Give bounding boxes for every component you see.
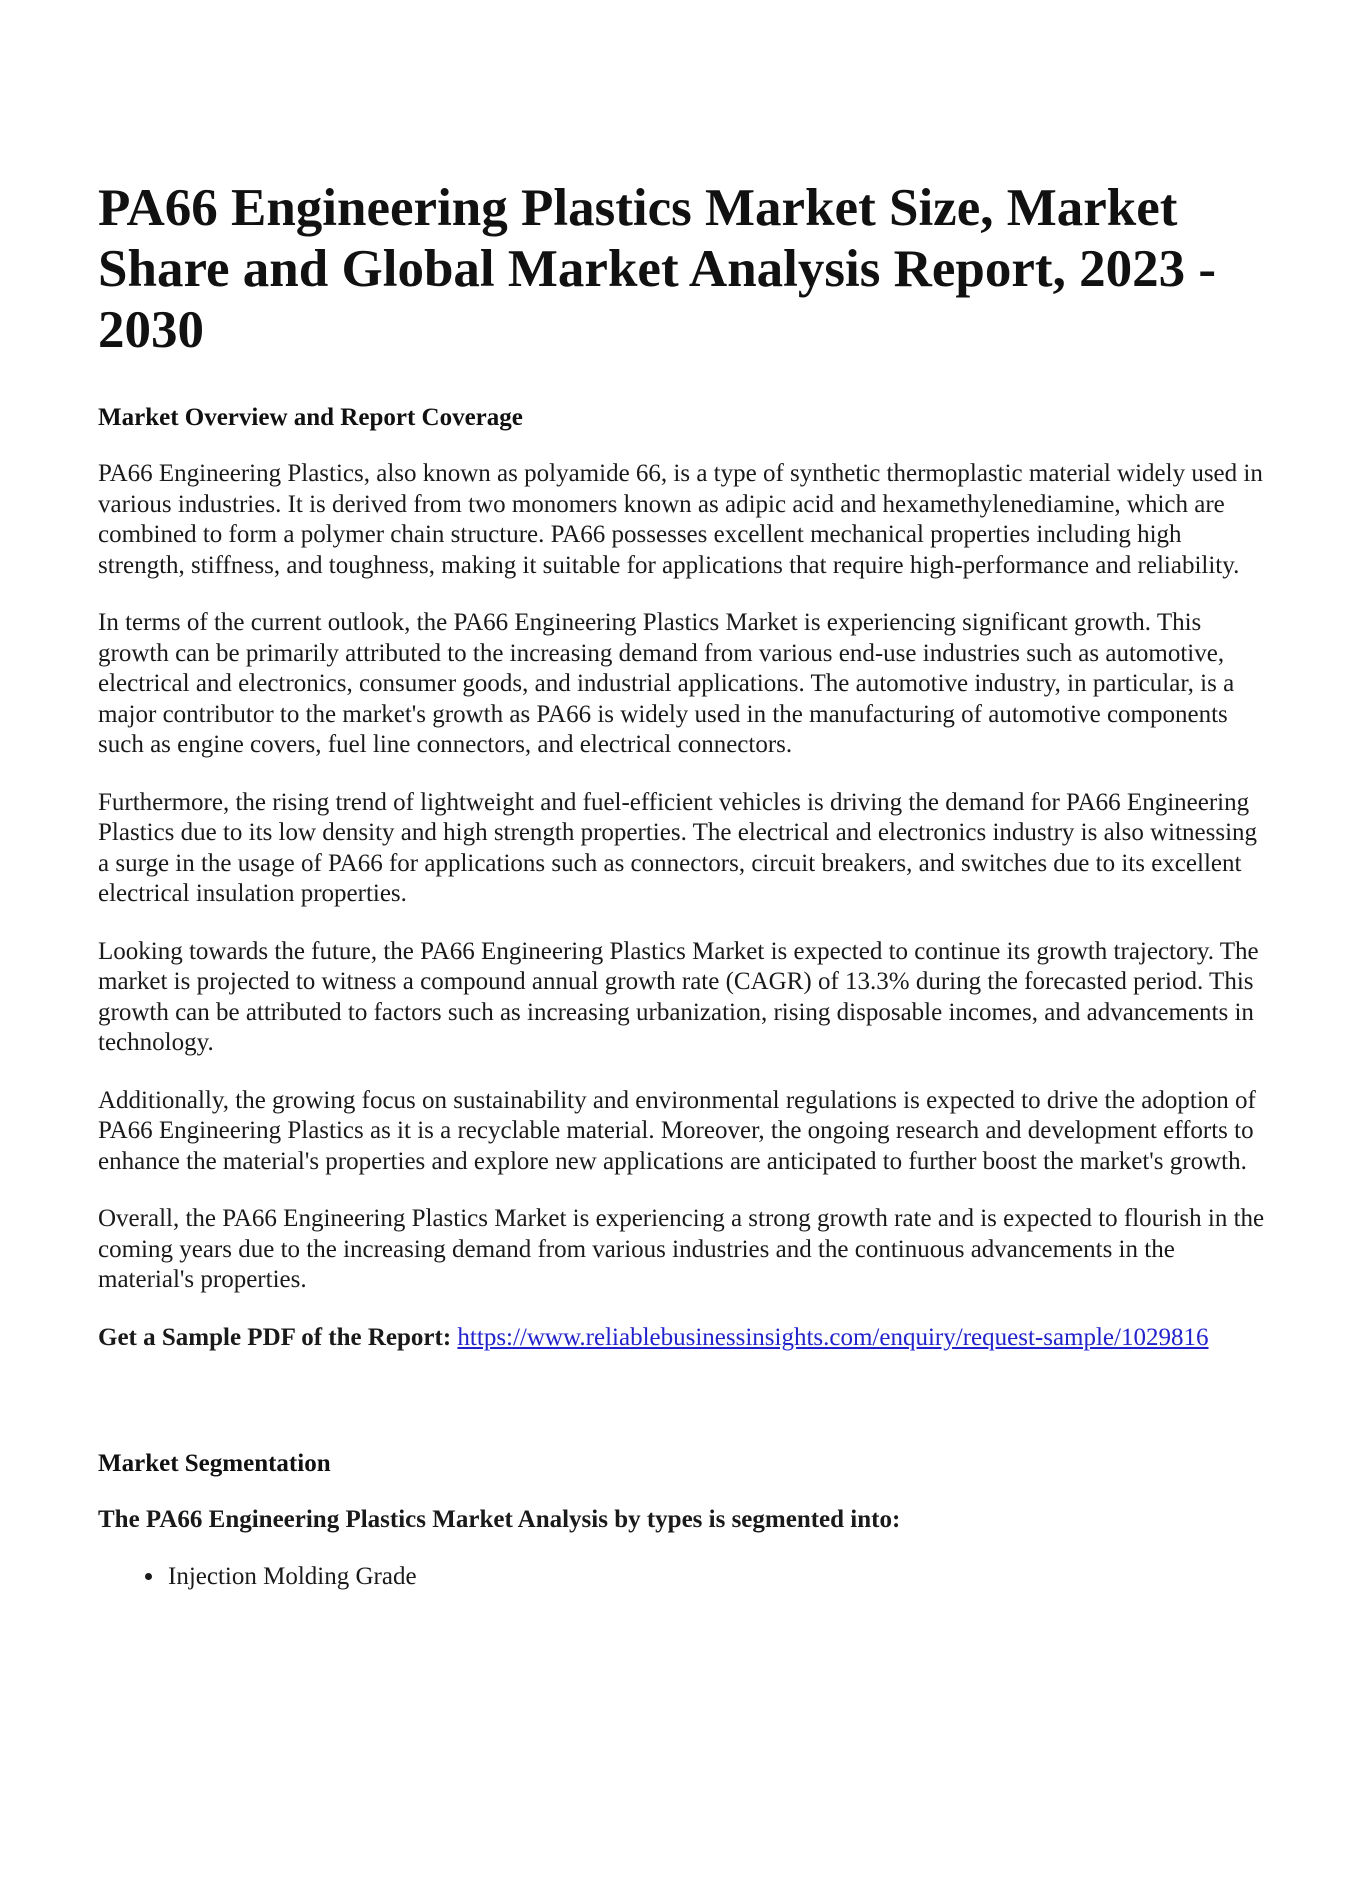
list-item: • Injection Molding Grade (166, 1562, 1270, 1592)
paragraph-sustainability: Additionally, the growing focus on sustainability and environmental regulations is expected to drive the adoption of PA66 Engineering Plastics as it is a recyclable material. Moreover, the ongoing research and development efforts to enhance the material's properties and explore new applications are anticipated to further boost the market's growth. (98, 1086, 1256, 1175)
page-title: PA66 Engineering Plastics Market Size, Market Share and Global Market Analysis Report, 2023 - 2030 (98, 179, 1216, 359)
sample-pdf-label: Get a Sample PDF of the Report: (98, 1323, 452, 1351)
segmentation-heading: Market Segmentation (98, 1450, 331, 1477)
document-page (98, 178, 1270, 1592)
paragraph-definition: PA66 Engineering Plastics, also known as polyamide 66, is a type of synthetic thermoplastic material widely used in various industries. It is derived from two monomers known as adipic acid and hexamethylenediamine, which are combined to form a polymer chain structure. PA66 possesses excellent mechanical properties including high strength, stiffness, and toughness, making it suitable for applications that require high-performance and reliability. (98, 460, 1263, 579)
types-list (98, 1562, 1270, 1592)
paragraph-drivers: Furthermore, the rising trend of lightweight and fuel-efficient vehicles is driving the demand for PA66 Engineering Plastics due to its low density and high strength properties. The electrical and electronics industry is also witnessing a surge in the usage of PA66 for applications such as connectors, circuit breakers, and switches due to its excellent electrical insulation properties. (98, 788, 1258, 907)
paragraph-outlook: In terms of the current outlook, the PA66 Engineering Plastics Market is experiencing significant growth. This growth can be primarily attributed to the increasing demand from various end-use industries such as automotive, electrical and electronics, consumer goods, and industrial applications. The automotive industry, in particular, is a major contributor to the market's growth as PA66 is widely used in the manufacturing of automotive components such as engine covers, fuel line connectors, and electrical connectors. (98, 609, 1235, 758)
sample-pdf-link[interactable]: https://www.reliablebusinessinsights.com/enquiry/request-sample/1029816 (457, 1323, 1209, 1351)
paragraph-future: Looking towards the future, the PA66 Engineering Plastics Market is expected to continue its growth trajectory. The market is projected to witness a compound annual growth rate (CAGR) of 13.3% during the forecasted period. This growth can be attributed to factors such as increasing urbanization, rising disposable incomes, and advancements in technology. (98, 937, 1259, 1056)
sample-pdf-line (98, 1323, 1270, 1354)
overview-heading: Market Overview and Report Coverage (98, 404, 523, 431)
types-heading: The PA66 Engineering Plastics Market Analysis by types is segmented into: (98, 1506, 901, 1533)
paragraph-summary: Overall, the PA66 Engineering Plastics Market is experiencing a strong growth rate and is expected to flourish in the coming years due to the increasing demand from various industries and the continuous advancements in the material's properties. (98, 1205, 1265, 1293)
